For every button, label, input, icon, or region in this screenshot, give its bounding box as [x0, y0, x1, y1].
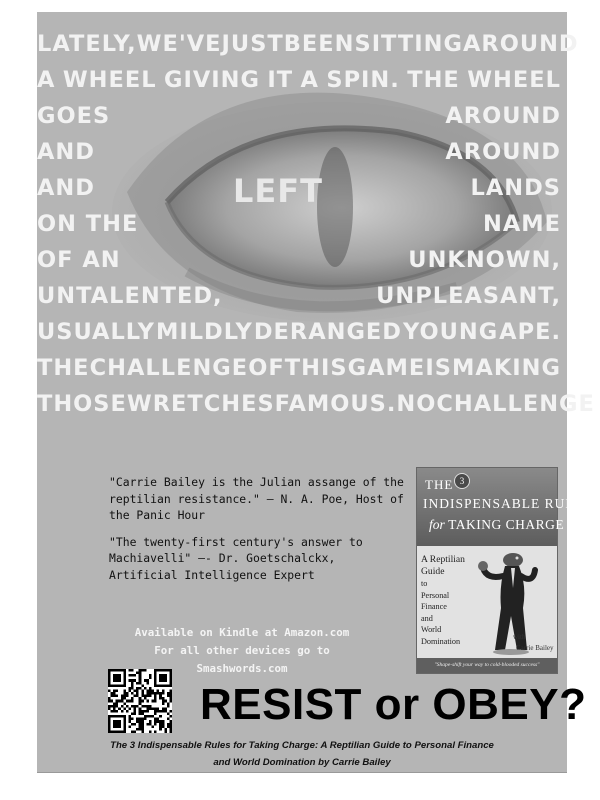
book-author: Carrie Bailey: [516, 644, 554, 652]
headline-word: IT: [267, 67, 294, 93]
headline-line-9: [37, 314, 567, 350]
headline-word: UNPLEASANT,: [376, 283, 561, 309]
book-title-number: 3: [454, 473, 470, 489]
book-subtitle-line: and: [421, 613, 433, 623]
headline-line-3: [37, 98, 567, 134]
headline-word: AND: [37, 175, 95, 201]
headline-word: UNKNOWN,: [408, 247, 561, 273]
quote-goetschalckx: "The twenty-first century's answer to Machiavelli" –- Dr. Goetschalckx, Artificial Intelligence Expert: [109, 534, 363, 582]
headline-word: GOES: [37, 103, 111, 129]
headline-word: SPIN.: [326, 67, 400, 93]
book-subtitle-line: A Reptilian Guide: [421, 554, 465, 577]
headline-word: DERANGED: [253, 319, 402, 345]
headline-word: UNTALENTED,: [37, 283, 223, 309]
headline-line-1: [37, 26, 579, 62]
headline-word: AROUND: [445, 103, 561, 129]
headline-word: OF AN: [37, 247, 121, 273]
book-cover: [416, 467, 593, 674]
headline-word: MAKING: [452, 355, 561, 381]
headline-word: AND: [37, 139, 95, 165]
book-subtitle-line: to: [421, 579, 428, 588]
headline-word: LATELY,: [37, 31, 137, 57]
headline-word: YOUNG: [402, 319, 499, 345]
headline-word: AROUND: [462, 31, 579, 57]
book-subtitle-line: Finance: [421, 602, 447, 611]
headline-word: LANDS: [470, 175, 561, 201]
headline-word: THOSE: [37, 391, 127, 417]
headline-word: USUALLY: [37, 319, 155, 345]
headline-line-11: [37, 386, 595, 422]
headline-line-8: [37, 278, 567, 314]
book-title-the: THE: [425, 477, 454, 492]
book-with: with: [513, 633, 526, 641]
headline-word: BEEN: [283, 31, 355, 57]
headline-word: IS: [425, 355, 452, 381]
poster-bottom-edge: [37, 772, 567, 773]
headline-word: SITTING: [354, 31, 463, 57]
headline-word: APE.: [499, 319, 561, 345]
eye-pupil-word: LEFT: [233, 172, 323, 210]
headline-word: WE'VE: [136, 31, 222, 57]
headline-word: WRETCHES: [126, 391, 275, 417]
slogan: RESIST or OBEY?: [200, 680, 587, 729]
headline-word: WHEEL: [62, 67, 157, 93]
headline-word: A: [37, 67, 56, 93]
headline-word: NO: [396, 391, 437, 417]
book-title-taking-charge-text: TAKING CHARGE: [448, 517, 565, 532]
lizard-businessman-figure: [473, 546, 543, 658]
headline-line-4: [37, 134, 567, 170]
headline-word: OF: [248, 355, 285, 381]
headline-line-7: [37, 242, 567, 278]
book-title-taking-charge: [429, 517, 564, 533]
book-title-band: [417, 468, 593, 546]
book-subtitle-line: World: [421, 625, 442, 634]
headline-word: AROUND: [445, 139, 561, 165]
endorsement-quotes: [109, 474, 409, 593]
headline-word: THE: [37, 355, 90, 381]
headline-word: JUST: [221, 31, 284, 57]
headline-line-10: [37, 350, 567, 386]
headline-word: WHEEL: [467, 67, 561, 93]
book-subtitle-line: Personal: [421, 590, 450, 600]
book-subtitle: [421, 554, 481, 647]
headline-word: A: [300, 67, 319, 93]
headline-line-2: [37, 62, 567, 98]
book-title-for: for: [429, 517, 445, 532]
book-title-line: INDISPENSABLE RULES: [423, 496, 593, 511]
poster: [37, 12, 595, 772]
book-caption-line-2: and World Domination by Carrie Bailey: [213, 757, 391, 768]
book-caption: [37, 737, 567, 771]
availability-smashwords: Smashwords.com: [196, 662, 288, 675]
headline-word: CHALLENGE: [436, 391, 595, 417]
qr-code[interactable]: [108, 669, 172, 733]
headline-line-6: [37, 206, 567, 242]
headline-word: GIVING: [164, 67, 260, 93]
quote-poe: "Carrie Bailey is the Julian assange of the reptilian resistance." – N. A. Poe, Host of the Panic Hour: [109, 475, 404, 522]
headline-word: CHALLENGE: [89, 355, 249, 381]
availability-kindle: Available on Kindle at Amazon.com: [134, 626, 350, 639]
headline-word: ON THE: [37, 211, 139, 237]
availability-other: For all other devices go to: [154, 644, 330, 657]
headline-word: NAME: [482, 211, 561, 237]
headline-word: FAMOUS.: [274, 391, 397, 417]
headline-word: MILDLY: [155, 319, 253, 345]
book-caption-line-1: The 3 Indispensable Rules for Taking Charge: A Reptilian Guide to Personal Finance: [110, 740, 494, 751]
headline-word: THIS: [284, 355, 348, 381]
headline-word: GAME: [347, 355, 426, 381]
book-subtitle-line: Domination: [421, 636, 461, 646]
book-tagline: "Shape-shift your way to cold-blooded success": [417, 658, 557, 673]
headline-word: THE: [407, 67, 460, 93]
